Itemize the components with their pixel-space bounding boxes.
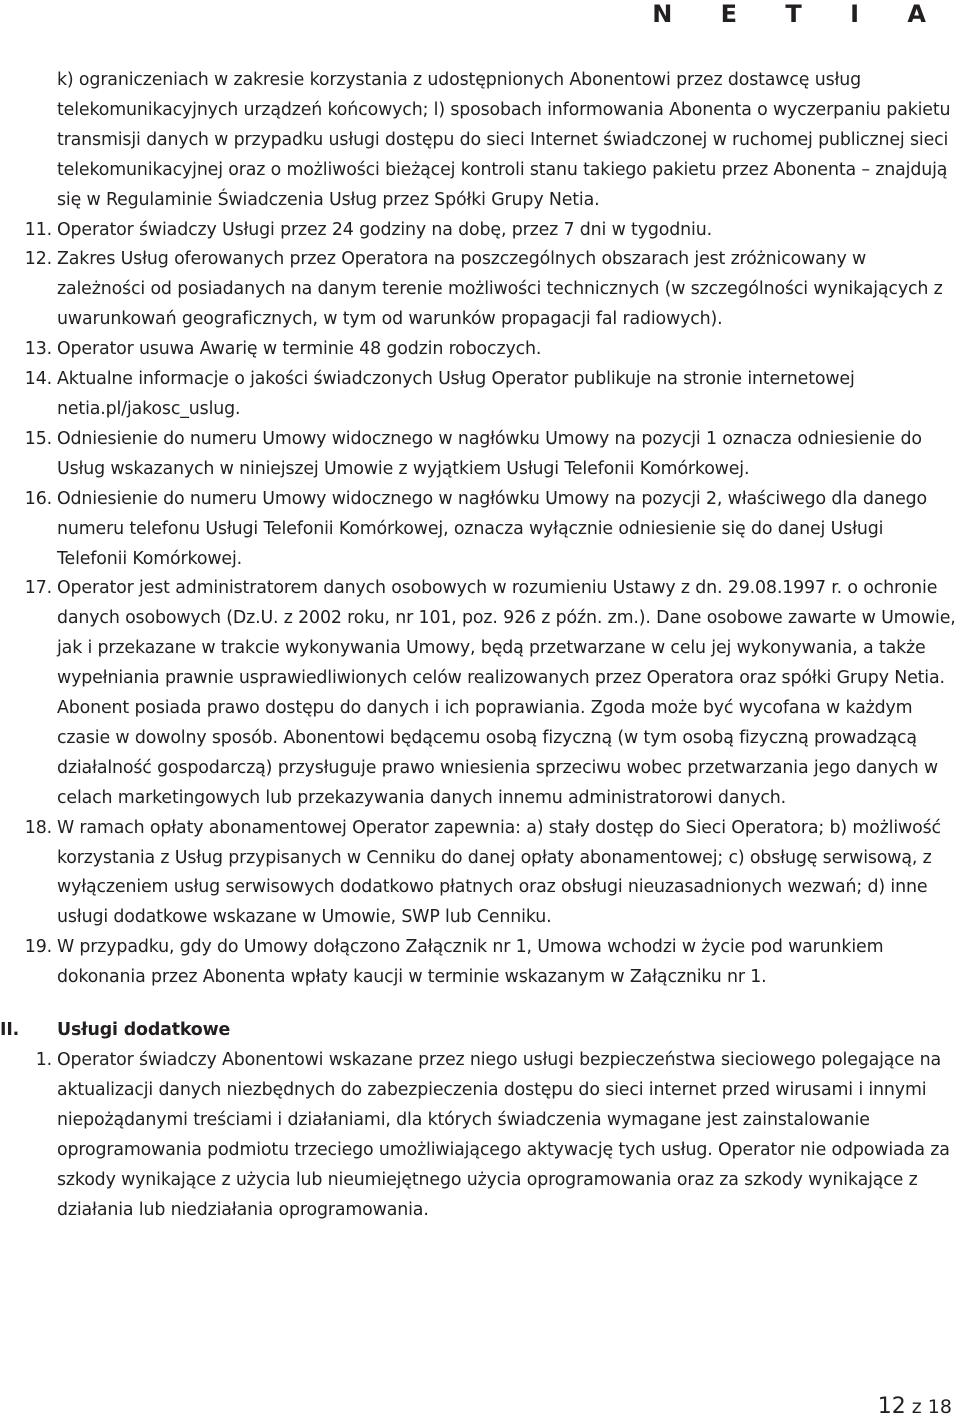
item-number: 18. bbox=[24, 817, 52, 838]
current-page: 12 bbox=[877, 1394, 906, 1419]
item-text: Operator jest administratorem danych osobowych w rozumieniu Ustawy z dn. 29.08.1997 r. o ochronie danych osobowych (Dz.U. z 2002 roku, nr 101, poz. 926 z późn. zm.). Dane osobowe zawarte w Umowie, jak i przekazane w trakcie wykonywania Umowy, będą przetwarzane w celu jej wykonywania, a także wypełniania prawnie usprawiedliwionych celów realizowanych przez Operatora oraz spółki Grupy Netia. Abonent posiada prawo dostępu do danych i ich poprawiania. Zgoda może być wycofana w każdym czasie w dowolny sposób. Abonentowi będącemu osobą fizyczną (w tym osobą fizyczną prowadzącą działalność gospodarczą) przysługuje prawo wniesienia sprzeciwu wobec przetwarzania jego danych w celach marketingowych lub przekazywania danych innemu administratorowi danych. bbox=[57, 578, 956, 808]
list-item-19 bbox=[0, 933, 960, 993]
item-text: Operator usuwa Awarię w terminie 48 godzin roboczych. bbox=[57, 339, 542, 360]
item-number: 16. bbox=[24, 488, 52, 509]
list-item-continuation bbox=[0, 66, 960, 216]
section-title: Usługi dodatkowe bbox=[57, 1020, 231, 1041]
item-number: 14. bbox=[24, 369, 52, 390]
section-number: II. bbox=[0, 1020, 20, 1041]
list-item-11 bbox=[0, 216, 960, 246]
item-text: W ramach opłaty abonamentowej Operator zapewnia: a) stały dostęp do Sieci Operatora; b) możliwość korzystania z Usług przypisanych w Cenniku do danej opłaty abonamentowej; c) obsługę serwisową, z wyłączeniem usług serwisowych dodatkowo płatnych oraz obsługi nieuzasadnionych wezwań; d) inne usługi dodatkowe wskazane w Umowie, SWP lub Cenniku. bbox=[57, 817, 941, 928]
document-body bbox=[0, 66, 960, 1225]
item-text: Operator świadczy Abonentowi wskazane przez niego usługi bezpieczeństwa sieciowego polegające na aktualizacji danych niezbędnych do zabezpieczenia dostępu do sieci internet przed wirusami i innymi niepożądanymi treściami i działaniami, dla których świadczenia wymagane jest zainstalowanie oprogramowania podmiotu trzeciego umożliwiającego aktywację tych usług. Operator nie odpowiada za szkody wynikające z użycia lub nieumiejętnego użycia oprogramowania oraz za szkody wynikające z działania lub niedziałania oprogramowania. bbox=[57, 1050, 950, 1220]
item-text: Aktualne informacje o jakości świadczonych Usług Operator publikuje na stronie internetowej netia.pl/jakosc_uslug. bbox=[57, 369, 855, 419]
item-number: 12. bbox=[24, 249, 52, 270]
list-item-13 bbox=[0, 335, 960, 365]
item-number: 13. bbox=[24, 339, 52, 360]
item-text: k) ograniczeniach w zakresie korzystania z udostępnionych Abonentowi przez dostawcę usług telekomunikacyjnych urządzeń końcowych; l) sposobach informowania Abonenta o wyczerpaniu pakietu transmisji danych w przypadku usługi dostępu do sieci Internet świadczonej w ruchomej publicznej sieci telekomunikacyjnej oraz o możliwości bieżącej kontroli stanu takiego pakietu przez Abonenta – znajdują się w Regulaminie Świadczenia Usług przez Spółki Grupy Netia. bbox=[57, 70, 951, 210]
item-text: Odniesienie do numeru Umowy widocznego w nagłówku Umowy na pozycji 2, właściwego dla danego numeru telefonu Usługi Telefonii Komórkowej, oznacza wyłącznie odniesienie się do danej Usługi Telefonii Komórkowej. bbox=[57, 488, 928, 569]
list-item-14 bbox=[0, 365, 960, 425]
section-list-item-1 bbox=[0, 1046, 960, 1225]
list-item-17 bbox=[0, 574, 960, 813]
list-item-15 bbox=[0, 425, 960, 485]
page-number bbox=[878, 1392, 952, 1423]
list-item-12 bbox=[0, 245, 960, 335]
item-number: 11. bbox=[24, 219, 52, 240]
list-item-18 bbox=[0, 814, 960, 934]
section-heading bbox=[0, 1016, 960, 1046]
item-number: 15. bbox=[24, 428, 52, 449]
item-number: 17. bbox=[24, 578, 52, 599]
item-text: W przypadku, gdy do Umowy dołączono Załącznik nr 1, Umowa wchodzi w życie pod warunkiem dokonania przez Abonenta wpłaty kaucji w terminie wskazanym w Załączniku nr 1. bbox=[57, 937, 884, 988]
item-text: Zakres Usług oferowanych przez Operatora na poszczególnych obszarach jest zróżnicowany w zależności od posiadanych na danym terenie możliwości technicznych (w szczególności wynikających z uwarunkowań geograficznych, w tym od warunków propagacji fal radiowych). bbox=[57, 249, 943, 330]
item-number: 1. bbox=[35, 1050, 52, 1070]
item-text: Operator świadczy Usługi przez 24 godziny na dobę, przez 7 dni w tygodniu. bbox=[57, 219, 712, 240]
item-number: 19. bbox=[24, 937, 52, 958]
list-item-16 bbox=[0, 485, 960, 575]
total-pages: z 18 bbox=[911, 1396, 952, 1418]
netia-logo: N E T I A bbox=[652, 0, 946, 28]
item-text: Odniesienie do numeru Umowy widocznego w nagłówku Umowy na pozycji 1 oznacza odniesienie do Usług wskazanych w niniejszej Umowie z wyjątkiem Usługi Telefonii Komórkowej. bbox=[57, 428, 922, 479]
